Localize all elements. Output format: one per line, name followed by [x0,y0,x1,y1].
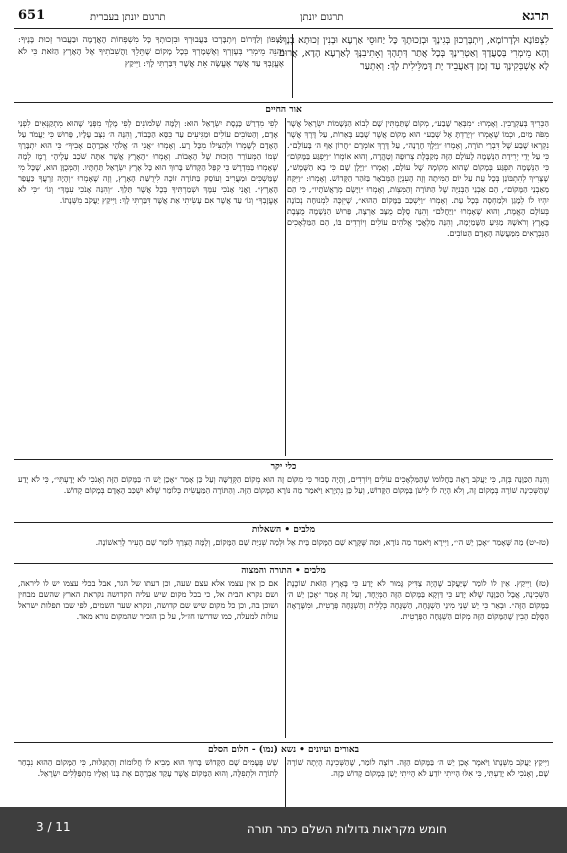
viewer-caption-bar [0,807,567,853]
page-header [0,0,567,30]
targum-block: לִצְפוֹנָא וּלְדָרוֹמָא, וְיִתְבָּרְכוּן בְּגִינָךְ וּבְזַכוּתָךְ כָּל יַחוּסֵי אַרְעָא וּבְנִין זְכוּתָא בְנָךְ: וְהָא מֵימְרִי בְּסַעֲדָךְ וְאַטְרִינָךְ בְּכָל אֲתַר דְּתֵהָךְ וְאָתִיבִנָּךְ לְאַרְעָא הָדָא, אֲרוּם לָא אֶשְׁבְּקִינָךְ עַד זְמַן דְּאַעֲבֵיד יָת דְּמַלֵּילִית לָךְ: וְאִתְעַר [279,35,549,72]
section-rule [14,102,553,103]
section-rule [14,522,553,523]
book-title: חומש מקראות גדולות השלם כתר תורה [246,822,447,836]
column-divider [285,578,286,738]
column-divider [292,34,293,98]
section-rule [14,563,553,564]
header-rule [14,28,553,29]
parsha-title: תרגא [522,9,549,24]
section-heading-malbim-torah: מלבים • התורה והמצוה [241,566,326,576]
section-heading-or-hachaim: אור החיים [265,105,302,115]
or-hachaim-column-right: הַכְּרִיךְ בְּעַקְרָבִין. וְאָמְרוּ: ״מִבְּאֵר שָׁבַע״, מְקוֹם שֶׁתַּמְתִּין שָׁם לְבוֹא הַנְּשָׁמוֹת יִשְׂרָאֵל אֲשֶׁר מִפֹּה מַיִם, וּכְמוֹ שֶׁאָמְרוּ ״וְיָרַדְתָּ אֶל שְׁבַע״ הוּא מָקוֹם אֲשֶׁר שֶׁבַע בְּאֵרוֹת, עַל דֶּרֶךְ אֲשֶׁר נִקְרְאוּ שֶׁבַע שֶׁל דִּבְרֵי תוֹרָה, וְאָמְרוּ ״וַיֵּלֶךְ חָרָנָה״, עַל דֶּרֶךְ אוֹמְרָם ״חֲרוֹן אַף ה׳ בָּעוֹלָם״. כִּי עַל יְדֵי יְרִידַת הַנְּשָׁמָה לָעוֹלָם הַזֶּה מְקַבֶּלֶת צְרוּפָה וְטָהֳרָה, וְהוּא אוֹמְרוֹ ״וַיִּפְגַּע בַּמָּקוֹם״ כִּי הַנְּשָׁמָה תִּפְגַּע בְּמָקוֹם שֶׁהוּא מְקוֹמָהּ שֶׁל עוֹלָם, וְאָמְרוּ ״וַיָּלֶן שָׁם כִּי בָא הַשֶּׁמֶשׁ״, שֶׁצָּרִיךְ לְהִתְבּוֹנֵן בְּכָל עֵת עַל יוֹם הַמִּיתָה וְזֶה הָעִנְיָן הַמְּבֹאָר בַּזֹּהַר הַקָּדוֹשׁ. וְאָמְרוּ: ״וַיִּקַּח מֵאַבְנֵי הַמָּקוֹם״, הֵם אַבְנֵי הַבְּנִיָּה שֶׁל הַתּוֹרָה וְהַמִּצְוֹת, וְאָמְרוּ ״וַיָּשֶׂם מְרַאֲשֹׁתָיו״, כִּי הֵם יִהְיוּ לוֹ לְמָגֵן וּלְמַחְסֶה בְּכָל עֵת. וְאָמְרוּ ״וַיִּשְׁכַּב בַּמָּקוֹם הַהוּא״, שֶׁיִּזְכֶּה לִמְנוּחָה נְכוֹנָה בְּעוֹלָם הָאֱמֶת, וְהוּא שֶׁאָמְרוּ ״וַיַּחֲלֹם״ וְהִנֵּה סֻלָּם מֻצָּב אַרְצָה, פֵּרוּשׁ הַנְּשָׁמָה מֻצֶּבֶת בָּאָרֶץ וְרֹאשָׁהּ מַגִּיעַ הַשָּׁמַיְמָה, וְהִנֵּה מַלְאֲכֵי אֱלֹהִים עוֹלִים וְיוֹרְדִים בּוֹ, הֵם הַמַּלְאָכִים הַנִּבְרָאִים מִמַּעֲשֵׂה הָאָדָם הַטּוֹבִים. [287,119,549,238]
kli-yakar-text: וְהִנֵּה הַכַּוָּנָה בְּזֶה, כִּי יַעֲקֹב רָאָה בַּחֲלוֹמוֹ שֶׁהַמַּלְאָכִים עוֹלִים וְיוֹרְדִים, וְהָיָה סָבוּר כִּי מִקּוֹם זֶה הוּא מְקוֹם הַקְּדֻשָּׁה וְעַל כֵּן אָמַר ״אָכֵן יֵשׁ ה׳ בַּמָּקוֹם הַזֶּה וְאָנֹכִי לֹא יָדָעְתִּי״, כִּי לֹא יָדַע שֶׁהַשְּׁכִינָה שׁוֹרָה בְּמָקוֹם זֶה, וְלֹא הָיָה לוֹ לִישֹׁן בַּמָּקוֹם הַקָּדוֹשׁ, וְעַל כֵּן נִתְיָרֵא וַיֹּאמַר מַה נּוֹרָא הַמָּקוֹם הַזֶּה. וְהַתּוֹרָה הַמַּעֲשִׂית כְּלוֹמַר שֶׁלֹּא יִשְׁכַּב הָאָדָם בְּמָקוֹם קָדוֹשׁ. [18,475,549,495]
page-counter: 3 / 11 [36,820,71,834]
malbim-torah-column-right: (טז) וַיִּיקַץ. אֵין לוֹ לוֹמַר שֶׁיַּעֲקֹב שֶׁהָיָה צַדִּיק גָּמוּר לֹא יָדַע כִּי בָּאָרֶץ הַזֹּאת שׁוֹכֶנֶת הַשְּׁכִינָה, אֲבָל הַכַּוָּנָה שֶׁלֹּא יָדַע כִּי דַּוְקָא בַּמָּקוֹם הַזֶּה הַמְּיֻחָד, וְעַל זֶה אָמַר ״אָכֵן יֵשׁ ה׳ בַּמָּקוֹם הַזֶּה״. וּבְאֵר כִּי יֵשׁ שְׁנֵי מִינֵי הַשְׁגָּחָה, הַשְׁגָּחָה כְּלָלִית וְהַשְׁגָּחָה פְּרָטִית, וּמִשֶּׁרָאָה הַסֻּלָּם הֵבִין שֶׁהַמָּקוֹם הַזֶּה מְקוֹם הַשְׁגָּחָה הַפְּרָטִית. [287,579,549,621]
malbim-questions-text: (טז-יט) מַה שֶּׁאָמַר ״אָכֵן יֵשׁ ה׳״, וַיִּירָא וַיֹּאמַר מַה נּוֹרָא, וּמַה שֶּׁקָּרָא שֵׁם הַמָּקוֹם בֵּית אֵל וּלְמַה שְׁנִיַּת שֵׁם הַמָּקוֹם, וְלָמָּה הֻצְרַךְ לוֹמַר שֵׁם הָעִיר לָרִאשׁוֹנָה. [95,538,549,547]
section-heading-biurim: באורים ועיונים • נשא (נמו) - חלום הסלם [208,745,359,755]
or-hachaim-column-left: לְפִי מִדְרַשׁ כָּנֶסֶת יִשְׂרָאֵל הוּא: וְלָמָּה שְׁלֹמוֹנִים לְפִי מֶלֶךְ מִפְּנֵי שֶׁהוּא מִתְקַנְּאִים לִפְנֵי אָדָם, וְהַטּוֹבִים עוֹלִים וּמַגִּיעִים עַד כִּסֵּא הַכָּבוֹד, וְהִנֵּה ה׳ נִצָּב עָלָיו, פֵּרוּשׁ כִּי יַעֲמֹד עַל הָאָדָם לְשָׁמְרוֹ וּלְהַצִּילוֹ מִכָּל רָע. וְאָמְרוּ ״אֲנִי ה׳ אֱלֹהֵי אַבְרָהָם אָבִיךָ״ כִּי הוּא יִתְבָּרַךְ שְׁמוֹ הַמְּעוֹרֵר הַזְּכוּת שֶׁל הָאָבוֹת. וְאָמְרוּ ״הָאָרֶץ אֲשֶׁר אַתָּה שֹׁכֵב עָלֶיהָ״ רֶמֶז לְמָה שֶׁאָמְרוּ בַּמִּדְרָשׁ כִּי קִפֵּל הַקָּדוֹשׁ בָּרוּךְ הוּא כָּל אֶרֶץ יִשְׂרָאֵל תַּחְתָּיו. וְהַמְּכֻוָּן הוּא, שֶׁכָּל מִי שֶׁמַּשְׁכִּים וּמַעֲרִיב וְעוֹסֵק בַּתּוֹרָה זוֹכֶה לִירֻשַּׁת הָאָרֶץ, וְזֶה שֶׁאָמְרוּ ״וְהָיָה זַרְעֲךָ כַּעֲפַר הָאָרֶץ״. וַאֲנִי אָנֹכִי עִמָּךְ וּשְׁמַרְתִּיךָ בְּכָל אֲשֶׁר תֵּלֵךְ. ״וְהִנֵּה אָנֹכִי עִמָּךְ״ וְגוֹ׳ ״כִּי לֹא אֶעֱזָבְךָ״ וְגוֹ׳ עַד אֲשֶׁר אִם עָשִׂיתִי אֵת אֲשֶׁר דִּבַּרְתִּי לָךְ: וַיִּיקַץ יַעֲקֹב מִשְּׁנָתוֹ. [18,119,278,205]
page-number: 651 [18,8,46,23]
targum-translation-block: לַצָּפוֹן וְלַדָּרוֹם וְיִתְבָּרְכוּ בַּעֲבוּרְךָ וּבִזְכוּתְךָ כָּל מִשְׁפְּחוֹת הָאֲדָמָה וּבַעֲבוּר זְכוּת בָּנֶיךָ: וְהִנֵּה מֵימְרִי בְּעֶזְרְךָ וְאֶשְׁמָרְךָ בְּכָל מָקוֹם שֶׁתֵּלֵךְ וַהֲשִׁבֹתִיךָ אֶל הָאָרֶץ הַזֹּאת כִּי לֹא אֶעֱזָבְךָ עַד אֲשֶׁר אֶעֱשֶׂה אֵת אֲשֶׁר דִּבַּרְתִּי לָךְ: וַיִּיקַץ [18,35,284,69]
biurim-column-right: וַיִּיקַץ יַעֲקֹב מִשְּׁנָתוֹ וַיֹּאמֶר אָכֵן יֵשׁ ה׳ בַּמָּקוֹם הַזֶּה. רוֹצֶה לוֹמַר, שֶׁהַשְּׁכִינָה הָיְתָה שׁוֹרָה שָׁם, וְאָנֹכִי לֹא יָדַעְתִּי, כִּי אִלּוּ הָיִיתִי יוֹדֵעַ לֹא הָיִיתִי יָשֵׁן בְּמָקוֹם קָדוֹשׁ כָּזֶה. [287,758,549,778]
biurim-column-left: שֵׁשׁ פְּעָמִים שָׁם הַקָּדוֹשׁ בָּרוּךְ הוּא מֵבִיא לוֹ חֲלוֹמוֹת וְהַתְגַּלּוּת, כִּי הַמָּקוֹם הַהוּא נִבְחַר לְתוֹרָה וּלְתְפִלָּה, וְהוּא הַמָּקוֹם אֲשֶׁר עָקַד אַבְרָהָם אֶת בְּנוֹ וְאֵלָיו מִתְפַּלְּלִים יִשְׂרָאֵל. [18,758,278,778]
malbim-torah-column-left: אם כן אין עצמו אלא עצם שעה, וכן דעתו של הגר, אבל בכלי עצמו יש לו ליראה, ושם נקרא הבית אל, כי בכל מקום שיש עליה הקדושה נקראת הארץ שהשם מבחין ושוכן בה, וכן כל מקום שיש שם קדושה, ונקרא שער השמים, לפי שבו תפלות ישראל עולות למעלה, כמו שדרשו חז״ל, על כן הזכיר שהמקום נורא מאד. [18,579,278,621]
column-divider [285,757,286,807]
column-label-onkelos: תרגום יונתן [300,12,344,23]
column-label-translation: תרגום יונתן בעברית [90,12,166,23]
section-heading-kli-yakar: כלי יקר [270,462,297,472]
column-divider [285,118,286,456]
section-heading-malbim-questions: מלבים • השאלות [251,525,316,535]
section-rule [14,459,553,460]
section-rule [14,742,553,743]
